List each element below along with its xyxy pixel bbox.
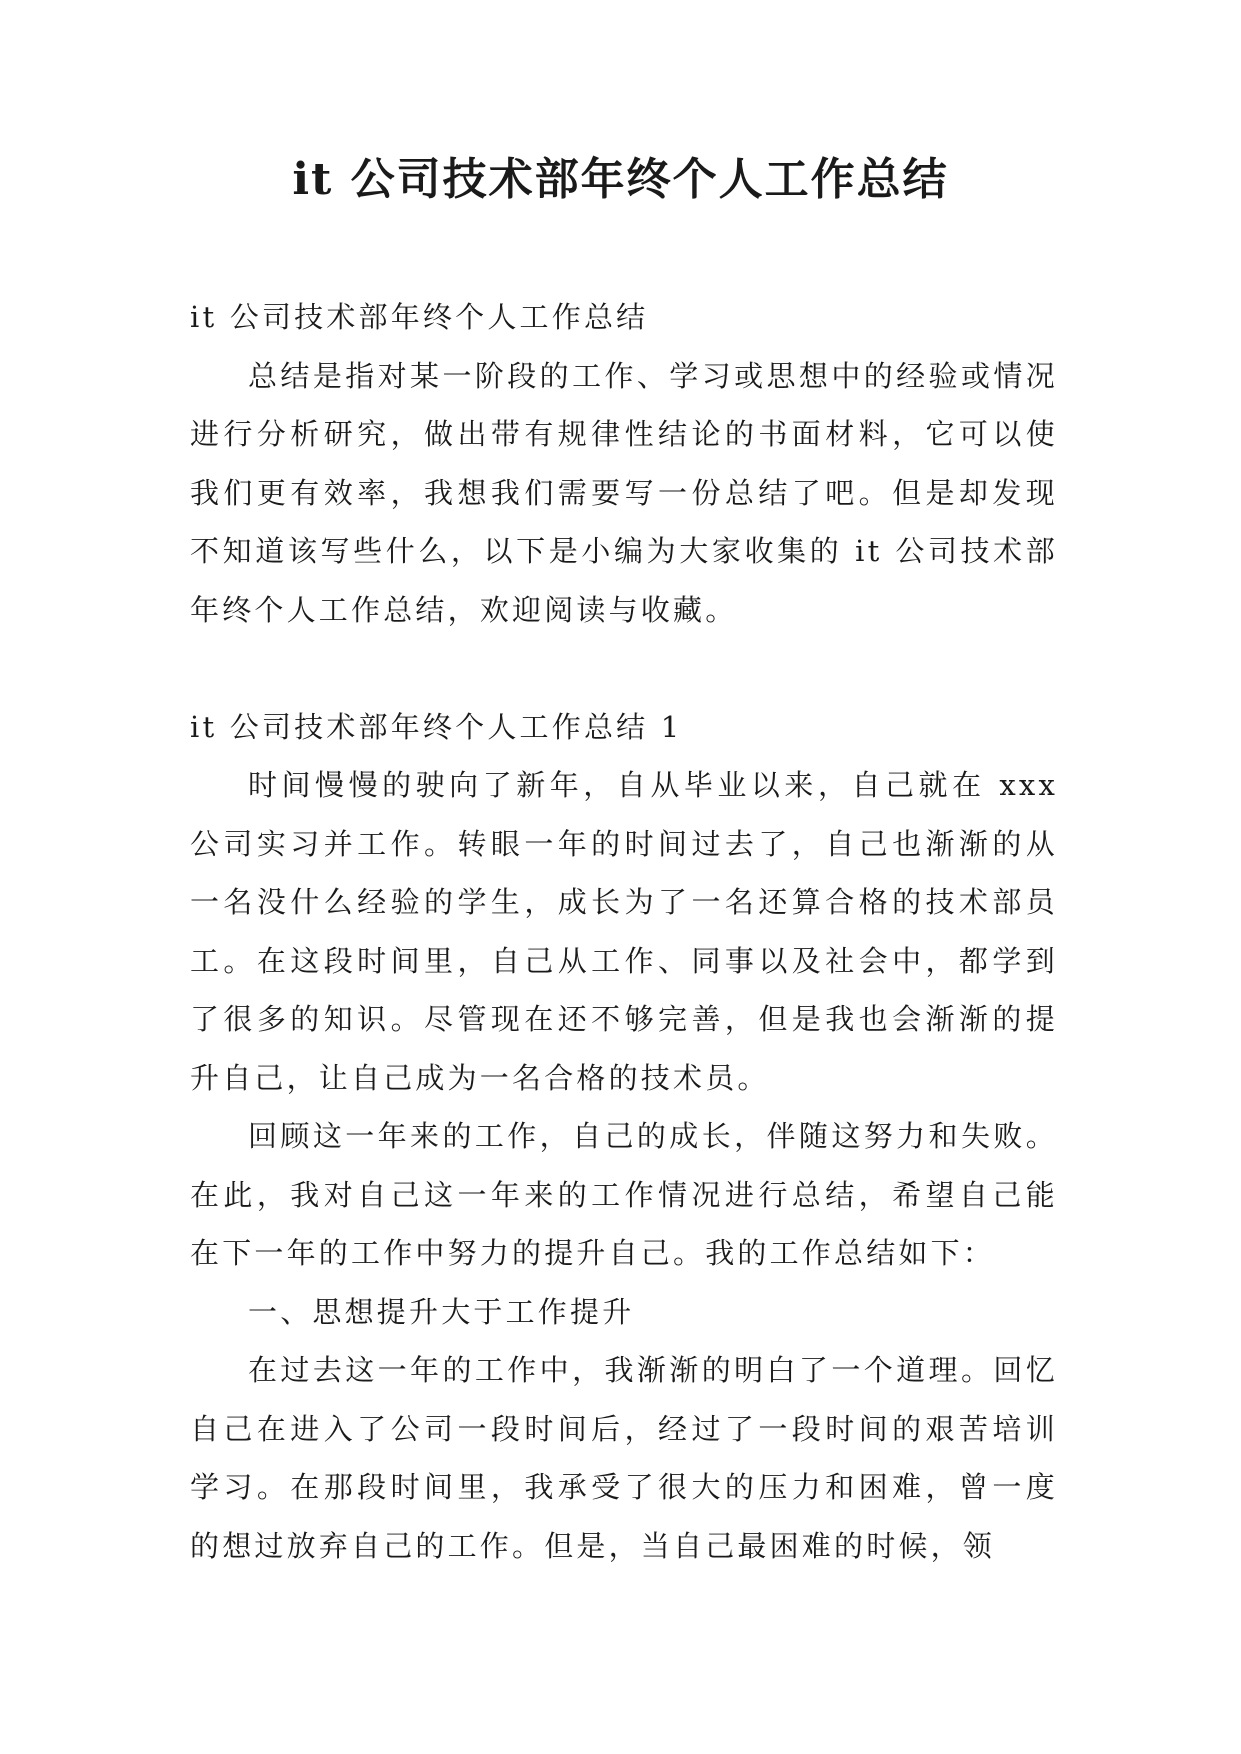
- intro-paragraph: 总结是指对某一阶段的工作、学习或思想中的经验或情况进行分析研究，做出带有规律性结论的书面材料，它可以使我们更有效率，我想我们需要写一份总结了吧。但是却发现不知道该写些什么，以下是小编为大家收集的 it 公司技术部年终个人工作总结，欢迎阅读与收藏。: [190, 358, 1058, 627]
- paragraph-spacer: [190, 639, 1058, 698]
- document-title: it 公司技术部年终个人工作总结: [292, 154, 949, 205]
- subsection-heading: 一、思想提升大于工作提升: [248, 1294, 635, 1329]
- body-paragraph: 回顾这一年来的工作，自己的成长，伴随这努力和失败。在此，我对自己这一年来的工作情况进行总结，希望自己能在下一年的工作中努力的提升自己。我的工作总结如下：: [190, 1119, 1058, 1270]
- body-paragraph: 在过去这一年的工作中，我渐渐的明白了一个道理。回忆自己在进入了公司一段时间后，经过了一段时间的艰苦培训学习。在那段时间里，我承受了很大的压力和困难，曾一度的想过放弃自己的工作。但是，当自己最困难的时候，领: [190, 1353, 1058, 1563]
- body-paragraph: 时间慢慢的驶向了新年，自从毕业以来，自己就在 xxx 公司实习并工作。转眼一年的时间过去了，自己也渐渐的从一名没什么经验的学生，成长为了一名还算合格的技术部员工。在这段时间里，自己从工作、同事以及社会中，都学到了很多的知识。尽管现在还不够完善，但是我也会渐渐的提升自己，让自己成为一名合格的技术员。: [190, 768, 1058, 1095]
- section-heading: it 公司技术部年终个人工作总结 1: [190, 709, 683, 744]
- document-body: [190, 288, 1058, 1575]
- document-subtitle: it 公司技术部年终个人工作总结: [190, 300, 649, 334]
